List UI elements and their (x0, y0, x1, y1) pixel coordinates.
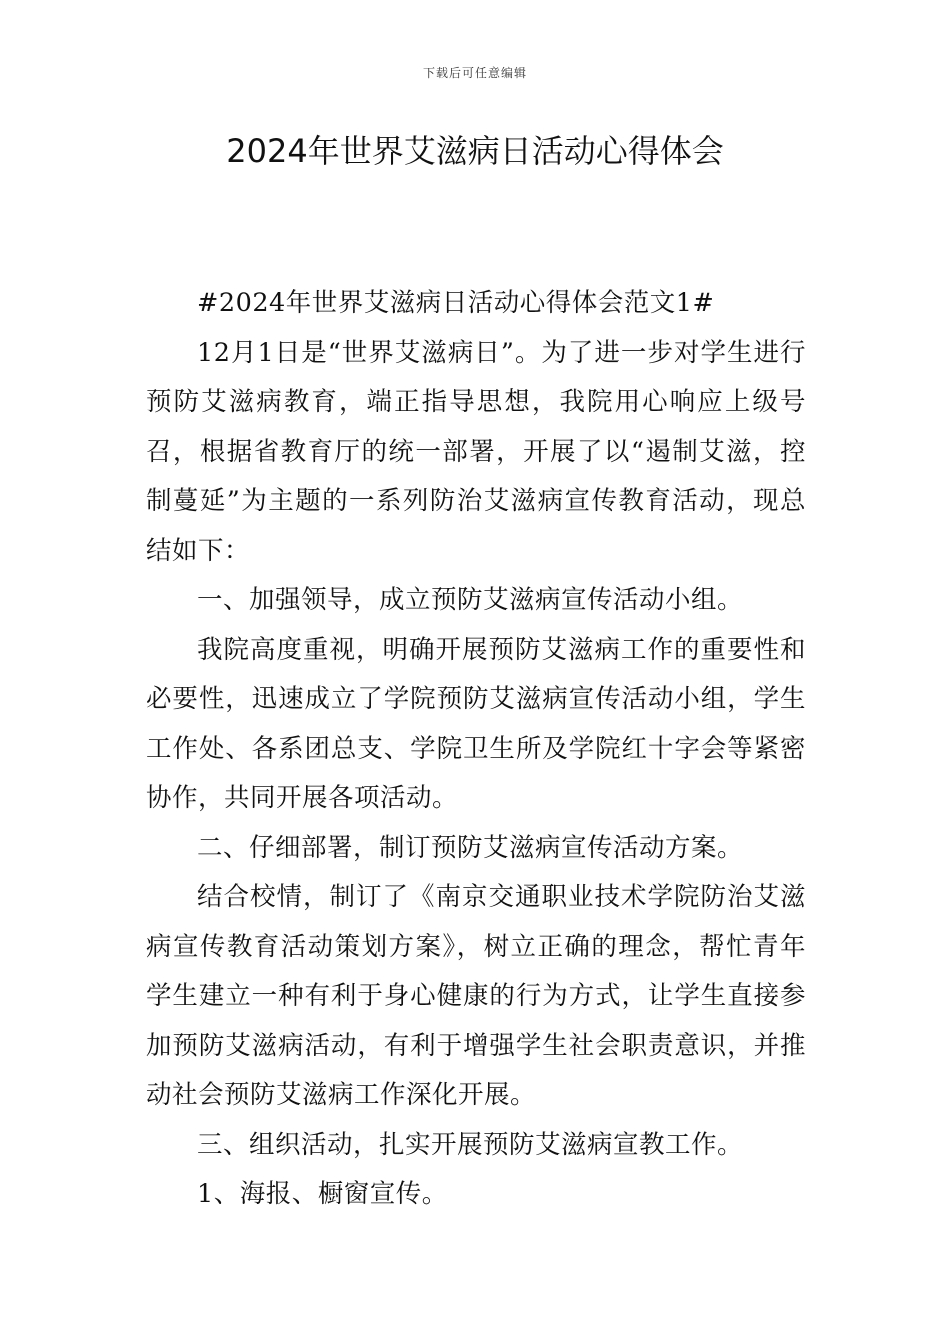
paragraph-section-heading: #2024年世界艾滋病日活动心得体会范文1# (197, 288, 715, 318)
paragraph-heading-3: 三、组织活动，扎实开展预防艾滋病宣教工作。 (197, 1129, 744, 1160)
paragraph-body-2: 结合校情，制订了《南京交通职业技术学院防治艾滋病宣传教育活动策划方案》，树立正确的理念，帮忙青年学生建立一种有利于身心健康的行为方式，让学生直接参加预防艾滋病活动，有利于增强学生社会职责意识，并推动社会预防艾滋病工作深化开展。 (146, 882, 806, 1110)
document-body (146, 279, 806, 1220)
page-header-note: 下载后可任意编辑 (422, 66, 527, 80)
paragraph-intro: 12月1日是“世界艾滋病日”。为了进一步对学生进行预防艾滋病教育，端正指导思想，我院用心响应上级号召，根据省教育厅的统一部署，开展了以“遏制艾滋，控制蔓延”为主题的一系列防治艾滋病宣传教育活动，现总结如下： (146, 337, 806, 566)
paragraph-body-1: 我院高度重视，明确开展预防艾滋病工作的重要性和必要性，迅速成立了学院预防艾滋病宣传活动小组，学生工作处、各系团总支、学院卫生所及学院红十字会等紧密协作，共同开展各项活动。 (146, 634, 806, 813)
paragraph-heading-2: 二、仔细部署，制订预防艾滋病宣传活动方案。 (197, 832, 744, 863)
paragraph-list-item-1: 1、海报、橱窗宣传。 (197, 1179, 448, 1209)
document-title: 2024年世界艾滋病日活动心得体会 (226, 132, 724, 170)
paragraph-heading-1: 一、加强领导，成立预防艾滋病宣传活动小组。 (197, 585, 744, 615)
